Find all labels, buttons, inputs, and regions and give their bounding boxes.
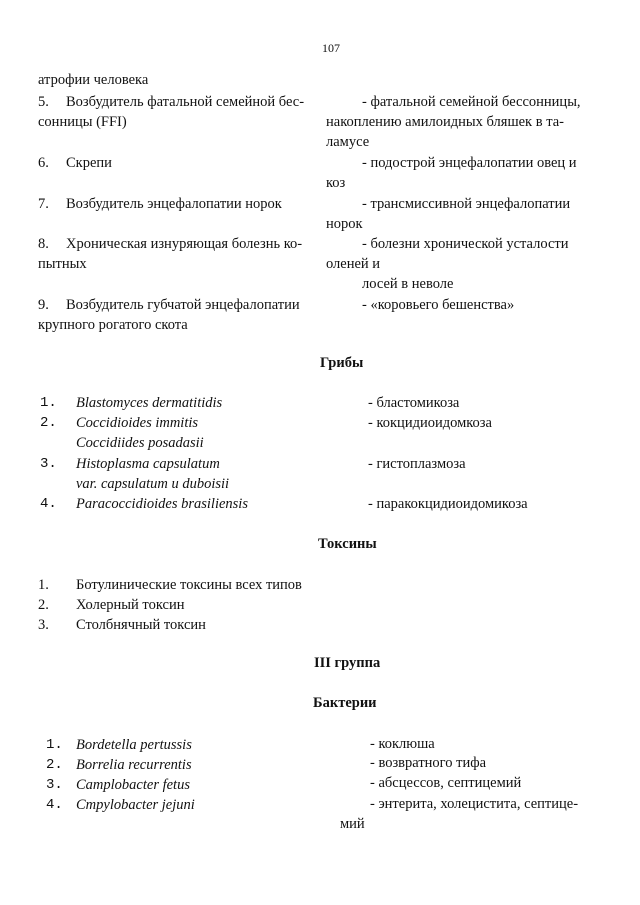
item-number: 7. [38,196,49,212]
organism-name: Coccidiides posadasii [76,435,204,451]
organism-name: Coccidioides immitis [76,415,199,431]
disease-text: - бластомикоза [368,395,460,411]
disease-text: лосей в неволе [362,276,454,292]
toxin-name: Холерный токсин [76,597,185,613]
organism-name: Camplobacter fetus [76,777,190,793]
disease-text: ламусе [326,134,370,150]
item-number: 8. [38,236,49,252]
disease-text: накоплению амилоидных бляшек в та- [326,114,564,130]
toxin-name: Ботулинические токсины всех типов [76,577,302,593]
disease-text: - болезни хронической усталости [362,236,569,252]
disease-text: - абсцессов, септицемий [370,775,522,791]
item-number: 9. [38,297,49,313]
page-number: 107 [322,41,340,55]
toxin-name: Столбнячный токсин [76,617,206,633]
agent-text: сонницы (FFI) [38,114,127,130]
organism-name: Histoplasma capsulatum [76,456,220,472]
item-number: 5. [38,94,49,110]
disease-text: мий [340,816,365,832]
item-number: 6. [38,155,49,171]
section-heading-toxins: Токсины [318,536,377,552]
disease-text: - гистоплазмоза [368,456,466,472]
item-number: 2. [38,597,49,613]
item-number: 2. [40,415,57,431]
organism-name: Paracoccidioides brasiliensis [76,496,248,512]
disease-text: коз [326,175,346,191]
disease-text: - кокцидиоидомкоза [368,415,492,431]
disease-text: - коклюша [370,736,435,752]
section-heading-bacteria: Бактерии [313,695,377,711]
disease-text: - фатальной семейной бессонницы, [362,94,581,110]
disease-text: норок [326,216,363,232]
disease-text: - трансмиссивной энцефалопатии [362,196,571,212]
organism-name: Cmpylobacter jejuni [76,797,195,813]
agent-text: пытных [38,256,87,272]
disease-text: - паракокцидиоидомикоза [368,496,528,512]
agent-text: Хроническая изнуряющая болезнь ко- [66,236,303,252]
item-number: 1. [38,577,49,593]
agent-text: Возбудитель губчатой энцефалопатии [66,297,300,313]
item-number: 3. [38,617,49,633]
item-number: 3. [40,456,57,472]
item-number: 2. [46,757,63,773]
organism-name: Blastomyces dermatitidis [76,395,223,411]
agent-text: Скрепи [66,155,112,171]
item-number: 4. [46,797,63,813]
continuation-text: атрофии человека [38,72,149,88]
item-number: 3. [46,777,63,793]
organism-name: Borrelia recurrentis [76,757,192,773]
disease-text: - возвратного тифа [370,755,487,771]
item-number: 1. [46,737,63,753]
item-number: 4. [40,496,57,512]
organism-name: Bordetella pertussis [76,737,192,753]
agent-text: Возбудитель энцефалопатии норок [66,196,282,212]
agent-text: Возбудитель фатальной семейной бес- [66,94,305,110]
disease-text: - «коровьего бешенства» [362,297,515,313]
section-heading-group-3: III группа [314,655,381,671]
organism-name: var. capsulatum и duboisii [76,476,230,492]
disease-text: оленей и [326,256,381,272]
item-number: 1. [40,395,57,411]
agent-text: крупного рогатого скота [38,317,188,333]
disease-text: - энтерита, холецистита, септице- [370,796,579,812]
disease-text: - подострой энцефалопатии овец и [362,155,577,171]
section-heading-fungi: Грибы [320,355,364,371]
